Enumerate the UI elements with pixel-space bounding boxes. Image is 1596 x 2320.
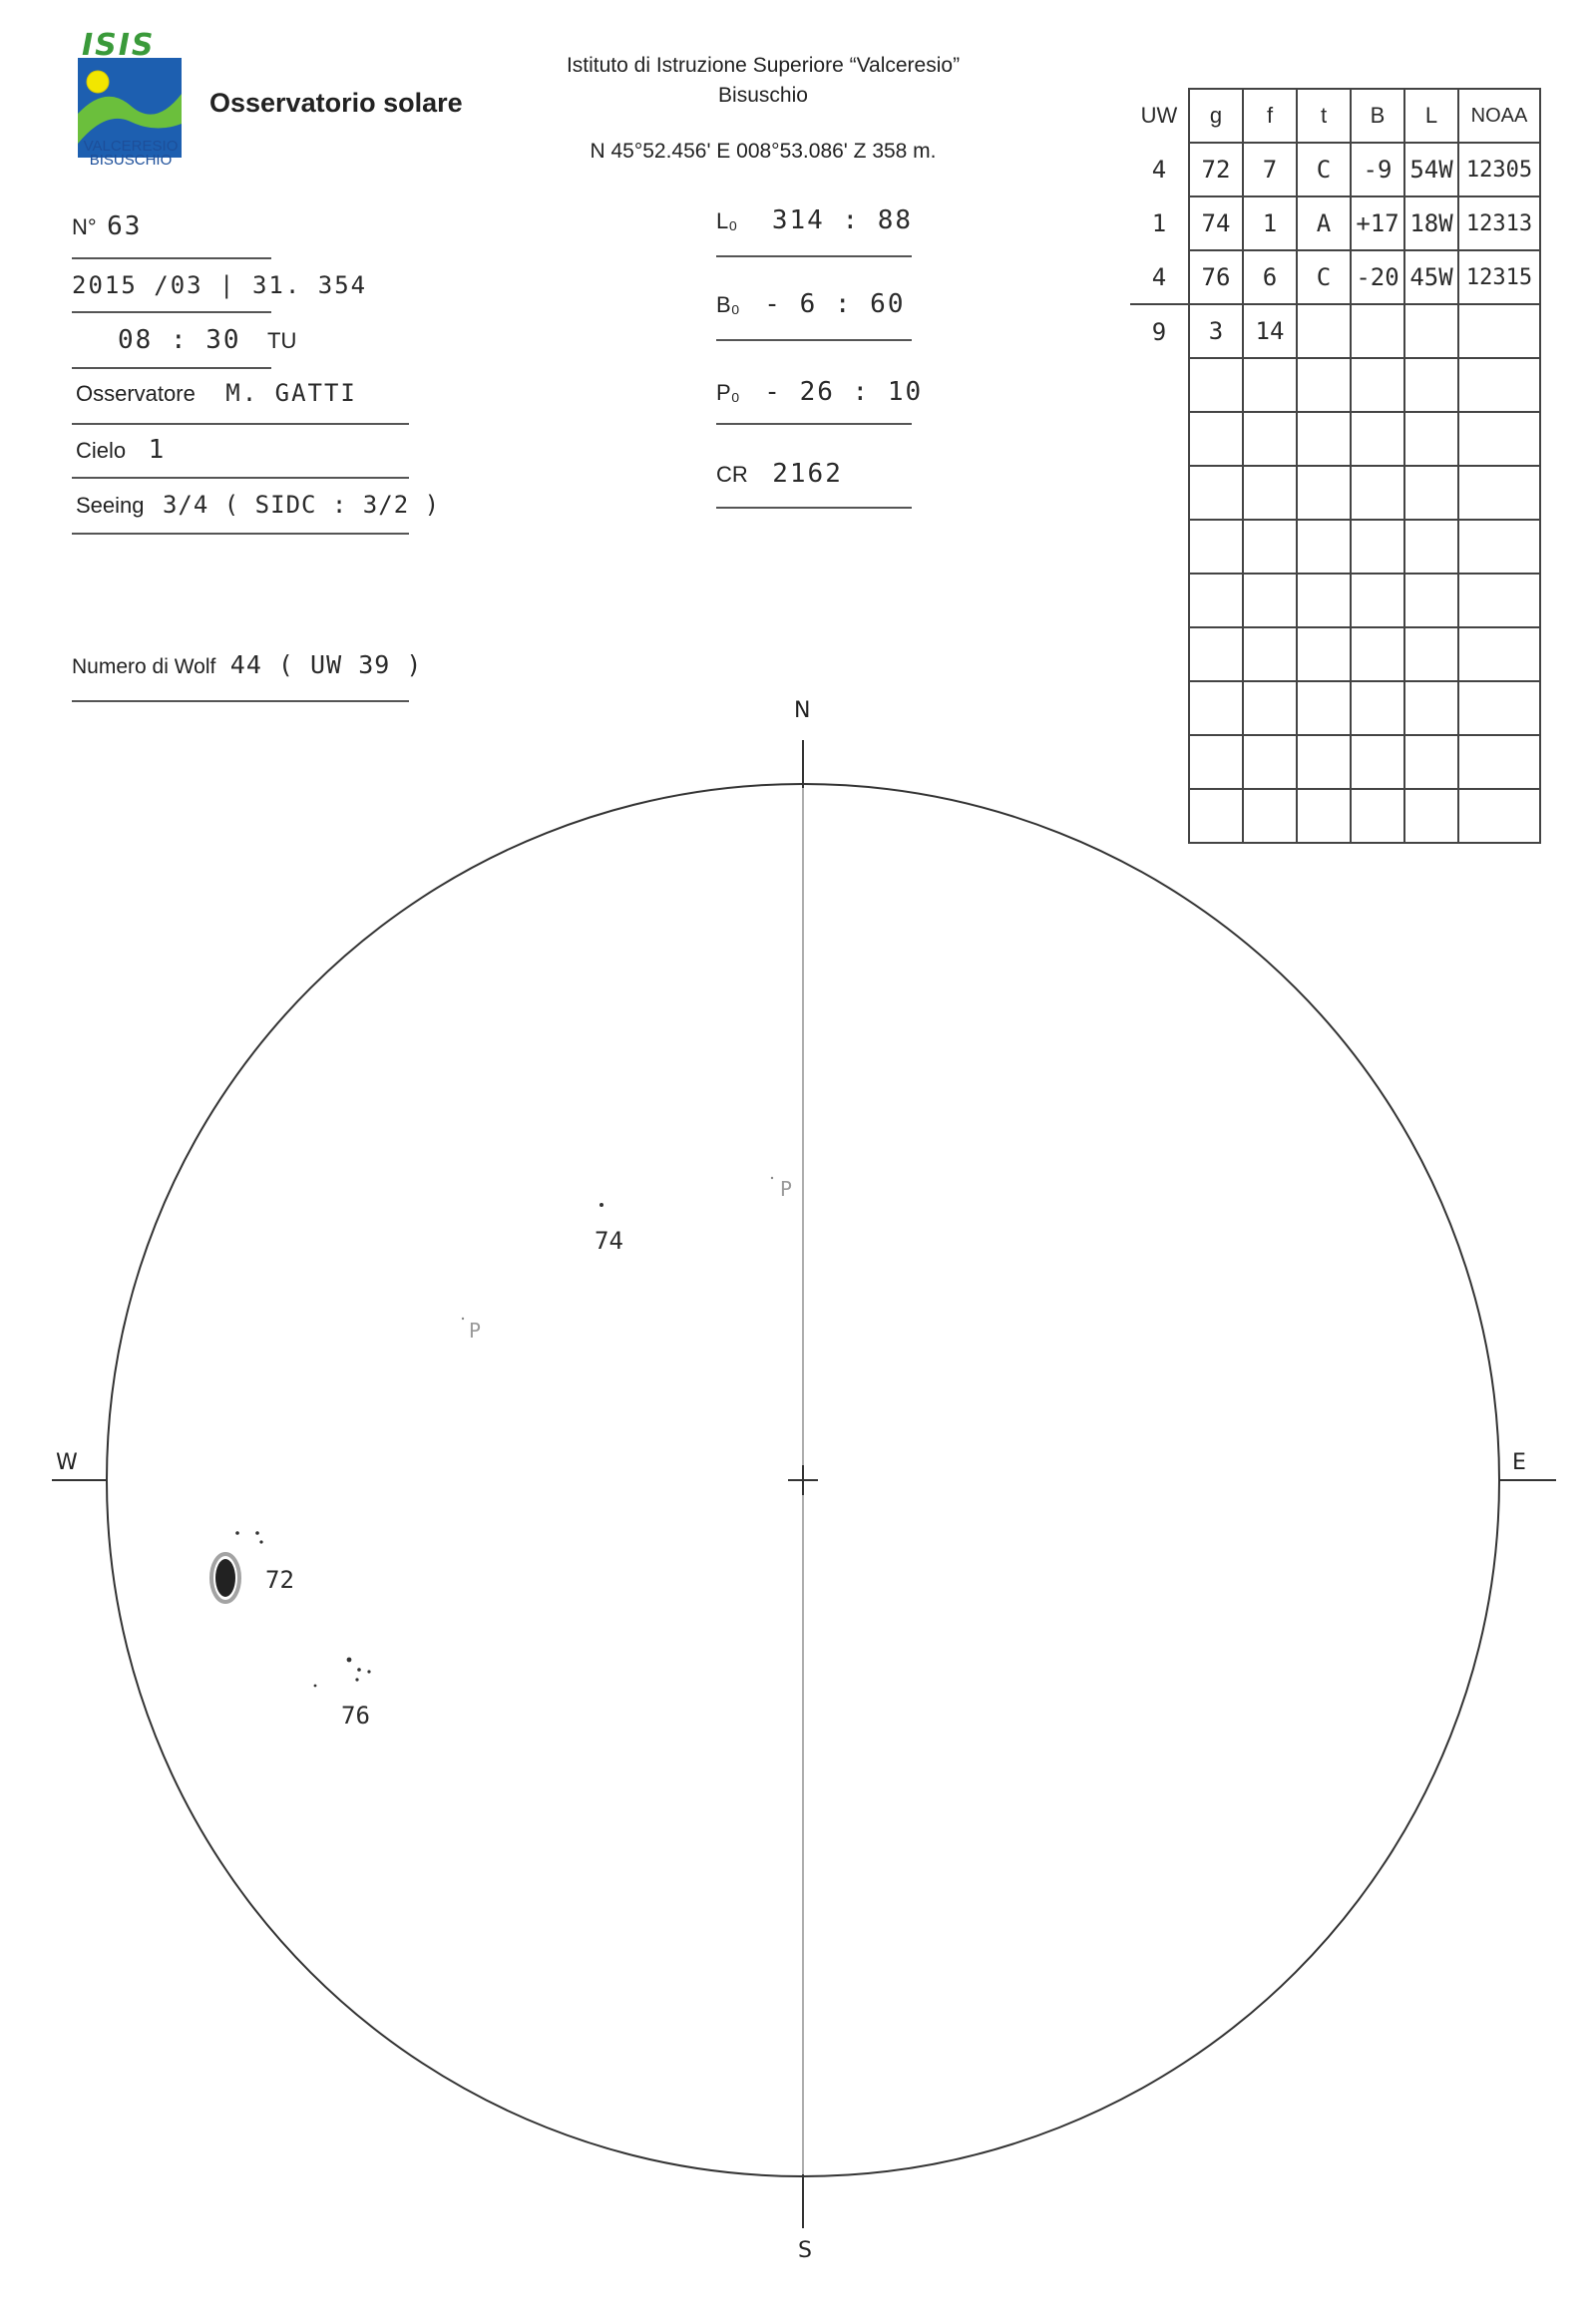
cell-noaa: 12305 bbox=[1458, 143, 1540, 196]
sunspot-dot bbox=[314, 1685, 317, 1688]
pole-mark-2: P bbox=[469, 1319, 482, 1343]
cr-value: 2162 bbox=[772, 459, 843, 489]
cell-g: 72 bbox=[1189, 143, 1243, 196]
observer-value: M. GATTI bbox=[225, 379, 357, 407]
wolf-number-value: 44 ( UW 39 ) bbox=[229, 650, 423, 679]
group-label-74: 74 bbox=[595, 1227, 623, 1255]
header-b: B bbox=[1351, 89, 1404, 143]
cell-l: 45W bbox=[1404, 250, 1458, 304]
cell-g: 76 bbox=[1189, 250, 1243, 304]
header-f: f bbox=[1243, 89, 1297, 143]
wolf-number-label: Numero di Wolf bbox=[72, 655, 216, 678]
sky-label: Cielo bbox=[76, 438, 127, 463]
total-uw: 9 bbox=[1130, 304, 1189, 358]
cell-f: 1 bbox=[1243, 196, 1297, 250]
cell-b: -9 bbox=[1351, 143, 1404, 196]
cell-t: A bbox=[1297, 196, 1351, 250]
header-uw: UW bbox=[1140, 103, 1178, 128]
cardinal-north: N bbox=[794, 698, 811, 723]
observer-label: Osservatore bbox=[76, 381, 196, 406]
cell-b: -20 bbox=[1351, 250, 1404, 304]
cell-b: +17 bbox=[1351, 196, 1404, 250]
sunspot-dot bbox=[235, 1531, 239, 1535]
cell-f: 6 bbox=[1243, 250, 1297, 304]
cell-uw: 1 bbox=[1151, 209, 1167, 237]
total-f: 14 bbox=[1243, 304, 1297, 358]
observation-date: 2015 /03 | 31. 354 bbox=[72, 271, 368, 299]
cell-l: 18W bbox=[1404, 196, 1458, 250]
cell-g: 74 bbox=[1189, 196, 1243, 250]
seeing-label: Seeing bbox=[76, 493, 145, 518]
logo-city-line2: BISUSCHIO bbox=[89, 152, 173, 169]
pole-dot bbox=[771, 1177, 773, 1179]
header-noaa: NOAA bbox=[1458, 89, 1540, 143]
observatory-coordinates: N 45°52.456' E 008°53.086' Z 358 m. bbox=[590, 140, 937, 163]
sky-value: 1 bbox=[148, 435, 167, 465]
observation-time-value: 08 : 30 bbox=[118, 325, 241, 355]
cell-noaa: 12313 bbox=[1458, 196, 1540, 250]
group-label-76: 76 bbox=[341, 1702, 370, 1730]
cell-uw: 4 bbox=[1151, 156, 1167, 184]
cell-noaa: 12315 bbox=[1458, 250, 1540, 304]
institute-name: Istituto di Istruzione Superiore “Valceresio” bbox=[566, 54, 961, 77]
cr-label: CR bbox=[716, 462, 748, 487]
sunspot-dot bbox=[255, 1531, 259, 1535]
group-label-72: 72 bbox=[265, 1566, 294, 1594]
sunspot-dot bbox=[357, 1668, 361, 1672]
sheet-number-value: 63 bbox=[107, 211, 143, 241]
logo-wordmark: ISIS bbox=[82, 28, 156, 63]
cell-f: 7 bbox=[1243, 143, 1297, 196]
observation-time-unit: TU bbox=[267, 328, 297, 353]
total-g: 3 bbox=[1189, 304, 1243, 358]
l0-value: 314 : 88 bbox=[771, 205, 914, 235]
sunspot-dot bbox=[347, 1658, 352, 1663]
header-t: t bbox=[1297, 89, 1351, 143]
p0-value: - 26 : 10 bbox=[764, 377, 924, 407]
p0-label: P₀ bbox=[716, 380, 740, 405]
cardinal-south: S bbox=[798, 2238, 812, 2263]
cell-l: 54W bbox=[1404, 143, 1458, 196]
header-g: g bbox=[1189, 89, 1243, 143]
b0-label: B₀ bbox=[716, 292, 740, 317]
sunspot-dot bbox=[355, 1678, 358, 1681]
b0-value: - 6 : 60 bbox=[764, 289, 906, 319]
sunspot-dot bbox=[599, 1203, 603, 1207]
cell-uw: 4 bbox=[1151, 262, 1167, 291]
cardinal-east: E bbox=[1512, 1450, 1526, 1475]
header-l: L bbox=[1404, 89, 1458, 143]
pole-mark-1: P bbox=[780, 1177, 793, 1201]
institute-city: Bisuschio bbox=[718, 84, 808, 107]
l0-label: L₀ bbox=[716, 208, 738, 233]
cell-t: C bbox=[1297, 143, 1351, 196]
sunspot-group-72-umbra bbox=[215, 1559, 235, 1597]
sheet-number-label: N° bbox=[72, 214, 97, 239]
pole-dot bbox=[462, 1318, 464, 1320]
cardinal-west: W bbox=[56, 1450, 78, 1475]
cell-t: C bbox=[1297, 250, 1351, 304]
observatory-title: Osservatorio solare bbox=[209, 88, 463, 118]
seeing-value: 3/4 ( SIDC : 3/2 ) bbox=[162, 491, 441, 519]
sunspot-dot bbox=[367, 1670, 370, 1673]
sunspot-dot bbox=[259, 1540, 262, 1543]
logo-city-line1: VALCERESIO bbox=[83, 138, 179, 155]
